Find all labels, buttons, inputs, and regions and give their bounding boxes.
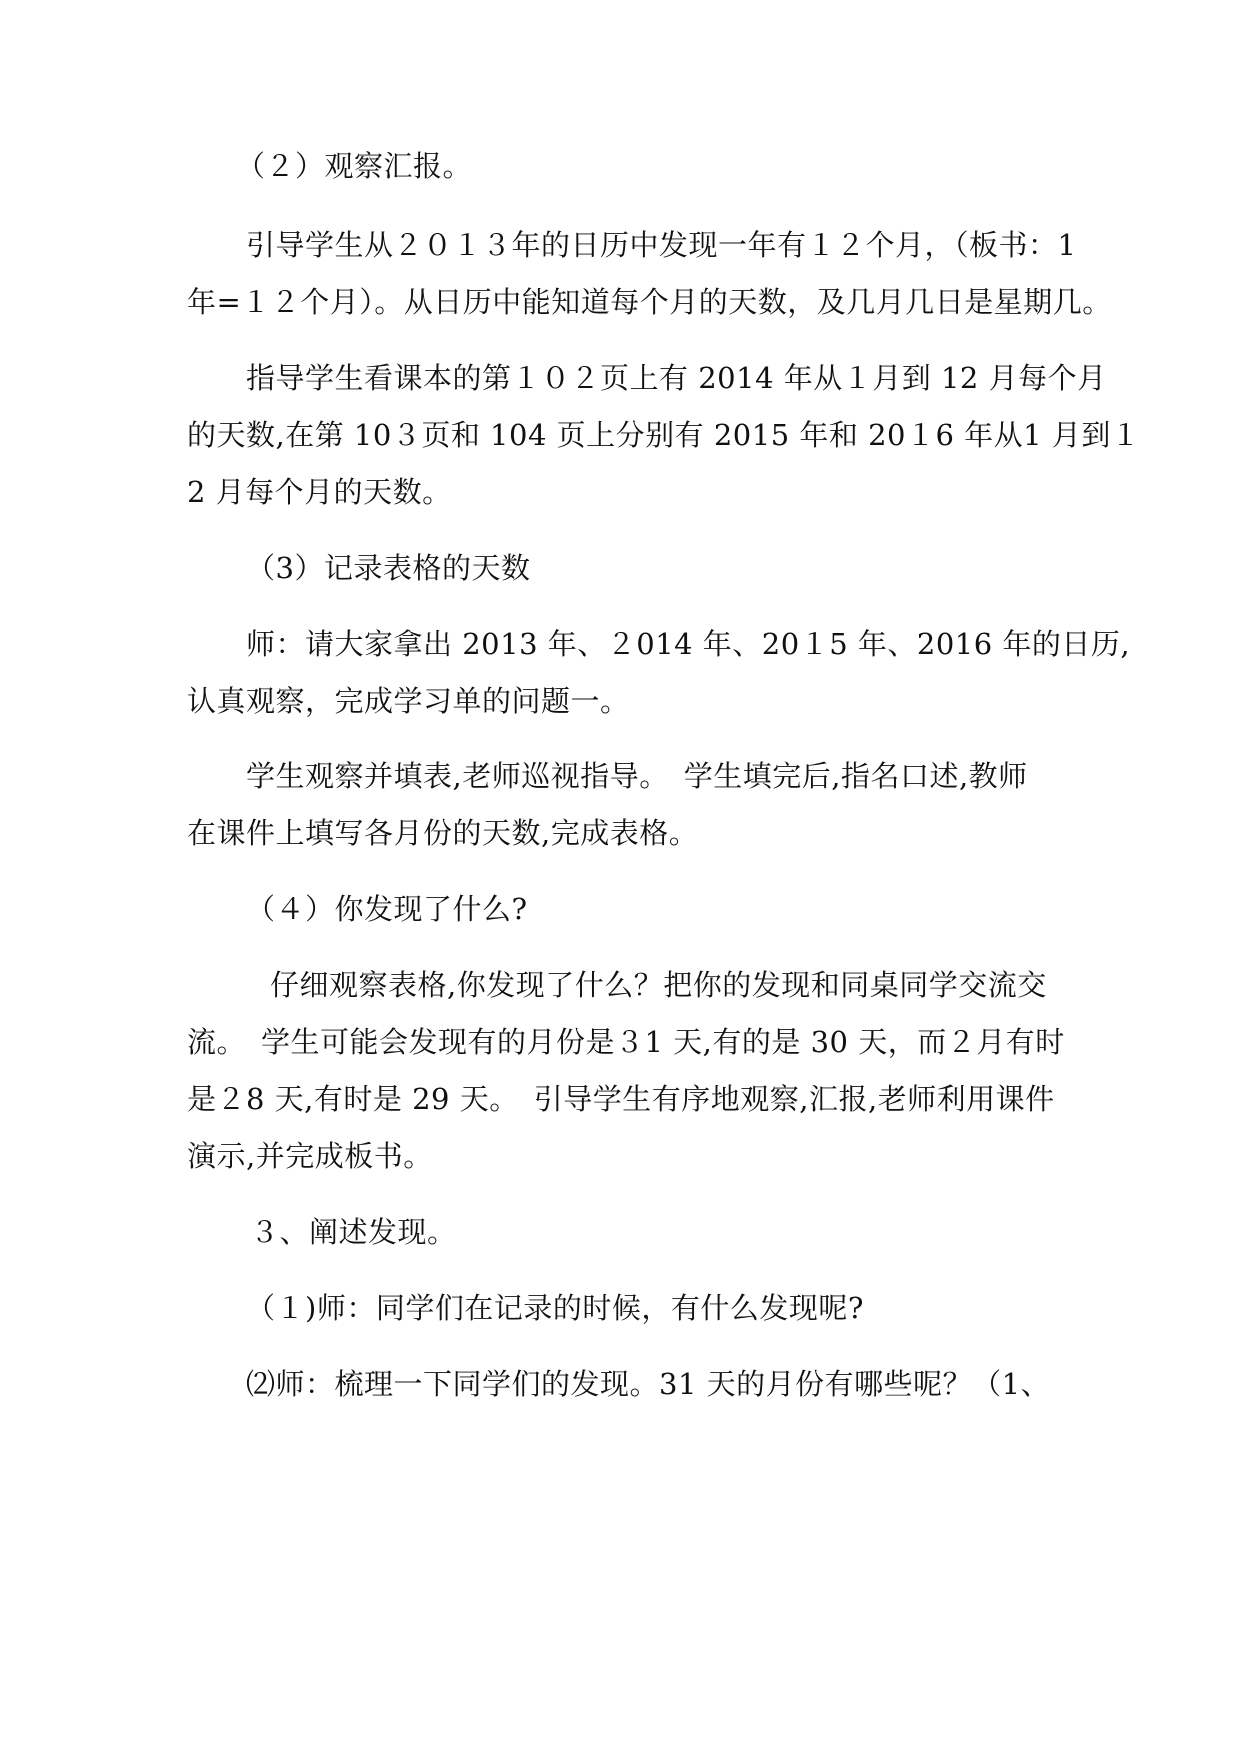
paragraph-5-line-2: 流。 学生可能会发现有的月份是３1 天,有的是 30 天，而２月有时 xyxy=(187,1025,1065,1059)
paragraph-2-line-2: 的天数,在第 10３页和 104 页上分别有 2015 年和 20１6 年从1 月到１ xyxy=(187,418,1141,452)
paragraph-5-line-1: 仔细观察表格,你发现了什么？把你的发现和同桌同学交流交 xyxy=(270,968,1047,1002)
paragraph-3-line-1: 师：请大家拿出 2013 年、２014 年、20１5 年、2016 年的日历, xyxy=(246,627,1131,661)
paragraph-2-line-3: 2 月每个月的天数。 xyxy=(187,475,452,509)
paragraph-5-line-3: 是２8 天,有时是 29 天。 引导学生有序地观察,汇报,老师利用课件 xyxy=(187,1082,1055,1116)
paragraph-4-line-1: 学生观察并填表,老师巡视指导。 学生填完后,指名口述,教师 xyxy=(246,759,1028,793)
question-1-line: （１)师：同学们在记录的时候，有什么发现呢? xyxy=(246,1291,864,1325)
paragraph-1-line-2: 年=１２个月）。从日历中能知道每个月的天数，及几月几日是星期几。 xyxy=(187,285,1112,319)
paragraph-1-line-1: 引导学生从２０１３年的日历中发现一年有１２个月，（板书：1 xyxy=(246,228,1077,262)
heading-observe-report: （２）观察汇报。 xyxy=(236,149,473,183)
heading-record-table: （3）记录表格的天数 xyxy=(246,551,531,585)
heading-state-findings: ３、阐述发现。 xyxy=(250,1215,457,1249)
paragraph-2-line-1: 指导学生看课本的第１０２页上有 2014 年从１月到 12 月每个月 xyxy=(246,361,1107,395)
paragraph-5-line-4: 演示,并完成板书。 xyxy=(187,1139,433,1173)
question-2-line: ⑵师：梳理一下同学们的发现。31 天的月份有哪些呢？（1、 xyxy=(246,1367,1051,1401)
heading-what-found: （４）你发现了什么? xyxy=(246,892,528,926)
paragraph-4-line-2: 在课件上填写各月份的天数,完成表格。 xyxy=(187,816,699,850)
paragraph-3-line-2: 认真观察，完成学习单的问题一。 xyxy=(187,684,630,718)
